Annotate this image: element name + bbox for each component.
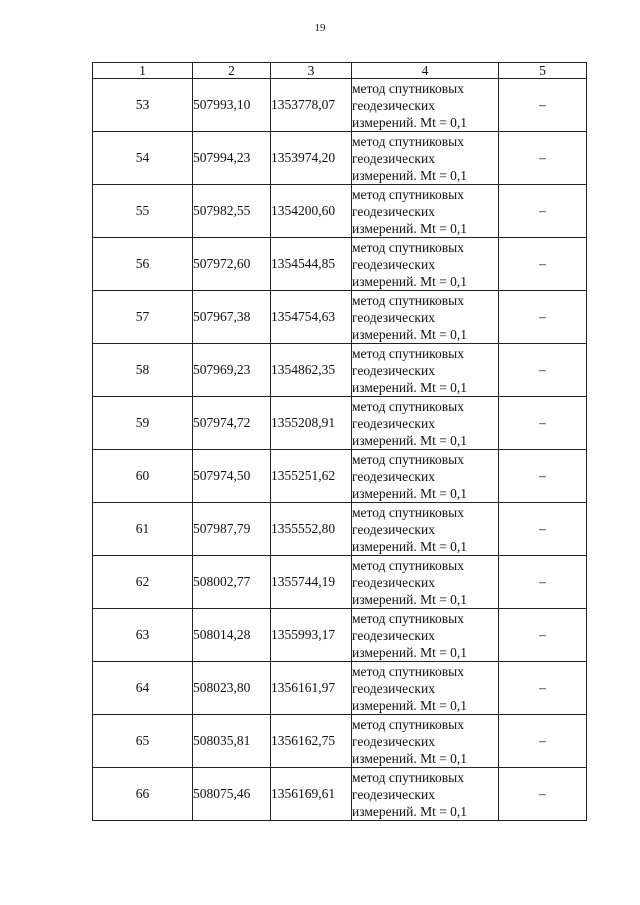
- method-line: измерений. Mt = 0,1: [352, 697, 468, 713]
- x-coordinate-cell: 507994,23: [193, 132, 271, 185]
- method-line: измерений. Mt = 0,1: [352, 750, 468, 766]
- method-line: измерений. Mt = 0,1: [352, 432, 468, 448]
- x-coordinate-cell: 507969,23: [193, 344, 271, 397]
- method-line: геодезических: [352, 415, 435, 431]
- method-line: измерений. Mt = 0,1: [352, 485, 468, 501]
- table-row: [93, 715, 587, 768]
- method-line: геодезических: [352, 627, 435, 643]
- extra-cell: –: [499, 291, 587, 344]
- x-coordinate-cell: 507967,38: [193, 291, 271, 344]
- method-line: метод спутниковых: [352, 186, 464, 202]
- table-header-row: [93, 63, 587, 79]
- extra-cell: –: [499, 238, 587, 291]
- point-number-cell: 66: [93, 768, 193, 821]
- extra-cell: –: [499, 132, 587, 185]
- x-coordinate-cell: 508014,28: [193, 609, 271, 662]
- extra-cell: –: [499, 715, 587, 768]
- x-coordinate-cell: 508023,80: [193, 662, 271, 715]
- extra-cell: –: [499, 662, 587, 715]
- point-number-cell: 63: [93, 609, 193, 662]
- x-coordinate-cell: 507993,10: [193, 79, 271, 132]
- method-cell: [352, 79, 499, 132]
- point-number-cell: 56: [93, 238, 193, 291]
- y-coordinate-cell: 1355552,80: [271, 503, 352, 556]
- table-row: [93, 768, 587, 821]
- x-coordinate-cell: 507982,55: [193, 185, 271, 238]
- method-line: измерений. Mt = 0,1: [352, 538, 468, 554]
- point-number-cell: 64: [93, 662, 193, 715]
- point-number-cell: 65: [93, 715, 193, 768]
- method-cell: [352, 450, 499, 503]
- method-line: метод спутниковых: [352, 769, 464, 785]
- y-coordinate-cell: 1353778,07: [271, 79, 352, 132]
- method-line: измерений. Mt = 0,1: [352, 114, 468, 130]
- y-coordinate-cell: 1354200,60: [271, 185, 352, 238]
- x-coordinate-cell: 508035,81: [193, 715, 271, 768]
- method-cell: [352, 344, 499, 397]
- table-row: [93, 503, 587, 556]
- method-line: геодезических: [352, 733, 435, 749]
- y-coordinate-cell: 1355251,62: [271, 450, 352, 503]
- method-line: метод спутниковых: [352, 451, 464, 467]
- table-row: [93, 344, 587, 397]
- point-number-cell: 55: [93, 185, 193, 238]
- method-line: геодезических: [352, 256, 435, 272]
- point-number-cell: 54: [93, 132, 193, 185]
- extra-cell: –: [499, 503, 587, 556]
- method-line: метод спутниковых: [352, 398, 464, 414]
- point-number-cell: 59: [93, 397, 193, 450]
- x-coordinate-cell: 508075,46: [193, 768, 271, 821]
- method-line: геодезических: [352, 680, 435, 696]
- x-coordinate-cell: 507987,79: [193, 503, 271, 556]
- y-coordinate-cell: 1355208,91: [271, 397, 352, 450]
- method-cell: [352, 397, 499, 450]
- method-cell: [352, 662, 499, 715]
- method-line: метод спутниковых: [352, 239, 464, 255]
- extra-cell: –: [499, 344, 587, 397]
- table-row: [93, 291, 587, 344]
- method-cell: [352, 556, 499, 609]
- table-body: [93, 79, 587, 821]
- table-row: [93, 397, 587, 450]
- point-number-cell: 58: [93, 344, 193, 397]
- x-coordinate-cell: 507972,60: [193, 238, 271, 291]
- method-line: измерений. Mt = 0,1: [352, 220, 468, 236]
- extra-cell: –: [499, 556, 587, 609]
- column-header: 3: [271, 63, 352, 79]
- method-line: метод спутниковых: [352, 610, 464, 626]
- column-header: 1: [93, 63, 193, 79]
- method-line: геодезических: [352, 362, 435, 378]
- point-number-cell: 60: [93, 450, 193, 503]
- y-coordinate-cell: 1354862,35: [271, 344, 352, 397]
- column-header: 2: [193, 63, 271, 79]
- method-line: метод спутниковых: [352, 80, 464, 96]
- method-cell: [352, 132, 499, 185]
- method-line: метод спутниковых: [352, 716, 464, 732]
- extra-cell: –: [499, 609, 587, 662]
- y-coordinate-cell: 1354754,63: [271, 291, 352, 344]
- method-line: геодезических: [352, 574, 435, 590]
- y-coordinate-cell: 1356162,75: [271, 715, 352, 768]
- method-line: метод спутниковых: [352, 133, 464, 149]
- method-line: измерений. Mt = 0,1: [352, 644, 468, 660]
- point-number-cell: 61: [93, 503, 193, 556]
- x-coordinate-cell: 508002,77: [193, 556, 271, 609]
- table-row: [93, 238, 587, 291]
- method-cell: [352, 503, 499, 556]
- point-number-cell: 53: [93, 79, 193, 132]
- column-header: 4: [352, 63, 499, 79]
- extra-cell: –: [499, 450, 587, 503]
- table-row: [93, 185, 587, 238]
- method-cell: [352, 768, 499, 821]
- method-line: измерений. Mt = 0,1: [352, 591, 468, 607]
- method-line: метод спутниковых: [352, 504, 464, 520]
- method-line: измерений. Mt = 0,1: [352, 379, 468, 395]
- extra-cell: –: [499, 397, 587, 450]
- method-line: метод спутниковых: [352, 557, 464, 573]
- y-coordinate-cell: 1354544,85: [271, 238, 352, 291]
- extra-cell: –: [499, 79, 587, 132]
- y-coordinate-cell: 1353974,20: [271, 132, 352, 185]
- method-line: геодезических: [352, 150, 435, 166]
- method-line: измерений. Mt = 0,1: [352, 803, 468, 819]
- method-line: измерений. Mt = 0,1: [352, 326, 468, 342]
- method-cell: [352, 291, 499, 344]
- method-line: метод спутниковых: [352, 345, 464, 361]
- method-line: измерений. Mt = 0,1: [352, 167, 468, 183]
- method-line: геодезических: [352, 521, 435, 537]
- table-row: [93, 556, 587, 609]
- y-coordinate-cell: 1355744,19: [271, 556, 352, 609]
- x-coordinate-cell: 507974,72: [193, 397, 271, 450]
- table-row: [93, 79, 587, 132]
- table-row: [93, 450, 587, 503]
- method-cell: [352, 609, 499, 662]
- x-coordinate-cell: 507974,50: [193, 450, 271, 503]
- point-number-cell: 57: [93, 291, 193, 344]
- extra-cell: –: [499, 185, 587, 238]
- method-line: геодезических: [352, 97, 435, 113]
- page-number: 19: [314, 22, 326, 34]
- column-header: 5: [499, 63, 587, 79]
- method-line: геодезических: [352, 203, 435, 219]
- table-row: [93, 609, 587, 662]
- extra-cell: –: [499, 768, 587, 821]
- method-line: геодезических: [352, 309, 435, 325]
- coordinates-table: [92, 62, 587, 821]
- method-line: метод спутниковых: [352, 292, 464, 308]
- method-cell: [352, 185, 499, 238]
- method-cell: [352, 238, 499, 291]
- y-coordinate-cell: 1356161,97: [271, 662, 352, 715]
- table-row: [93, 132, 587, 185]
- method-line: метод спутниковых: [352, 663, 464, 679]
- method-line: геодезических: [352, 468, 435, 484]
- method-cell: [352, 715, 499, 768]
- table-row: [93, 662, 587, 715]
- y-coordinate-cell: 1356169,61: [271, 768, 352, 821]
- point-number-cell: 62: [93, 556, 193, 609]
- method-line: измерений. Mt = 0,1: [352, 273, 468, 289]
- y-coordinate-cell: 1355993,17: [271, 609, 352, 662]
- method-line: геодезических: [352, 786, 435, 802]
